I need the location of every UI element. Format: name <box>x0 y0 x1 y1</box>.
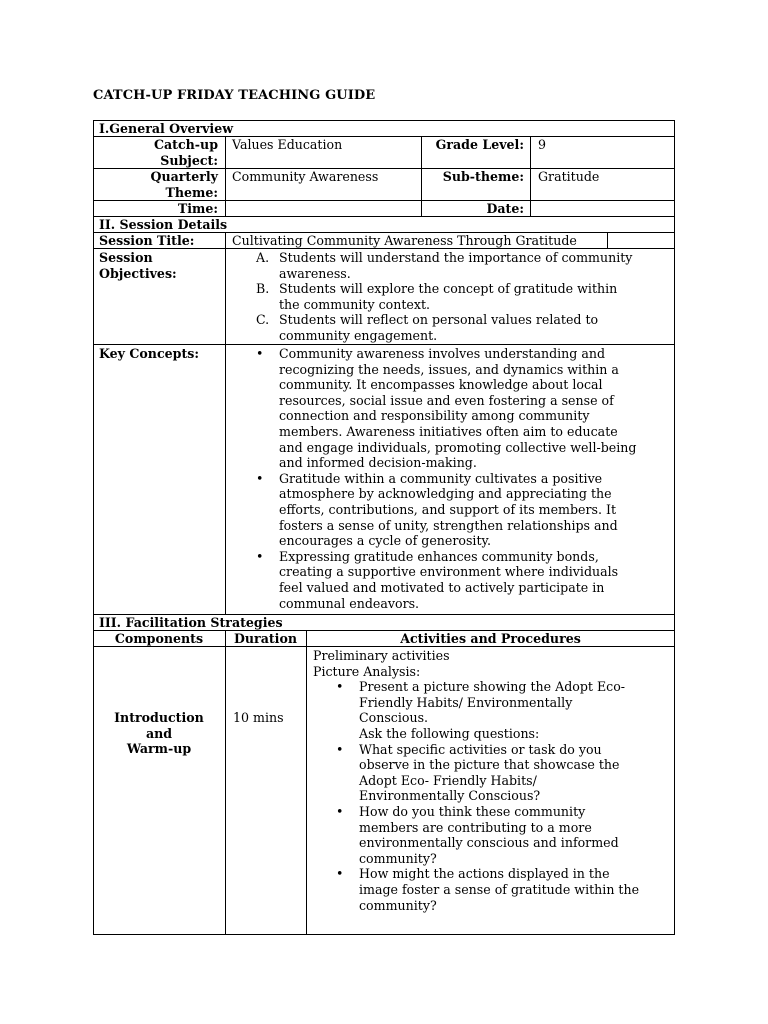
section-heading-facilitation: III. Facilitation Strategies <box>99 615 283 630</box>
activities-list <box>359 679 671 913</box>
subtheme-value: Gratitude <box>538 169 600 184</box>
subtheme-label: Sub-theme: <box>442 169 524 184</box>
session-title-label: Session Title: <box>99 233 195 248</box>
grade-value: 9 <box>538 137 547 152</box>
theme-value: Community Awareness <box>232 169 379 184</box>
theme-label: Quarterly Theme: <box>150 169 218 200</box>
activities-cell <box>313 648 671 913</box>
question-item: • How might the actions displayed in the image foster a sense of gratitude within the community? <box>359 866 671 913</box>
col-header-duration: Duration <box>233 631 298 646</box>
concept-item: • Gratitude within a community cultivates a positive atmosphere by acknowledging and appreciating the efforts, contributions, and support of its members. It fosters a sense of unity, strengthen relationships and encourages a cycle of generosity. <box>279 471 671 549</box>
activity-item: • Present a picture showing the Adopt Eco- Friendly Habits/ Environmentally Conscious. <box>359 679 671 726</box>
activities-intro-line: Preliminary activities <box>313 648 450 663</box>
objective-item: B. Students will explore the concept of gratitude within the community context. <box>256 281 618 312</box>
objective-item: C. Students will reflect on personal values related to community engagement. <box>256 312 599 343</box>
col-header-activities: Activities and Procedures <box>400 631 581 646</box>
section-heading-session: II. Session Details <box>99 217 228 232</box>
ask-questions-line: Ask the following questions: <box>359 725 540 741</box>
question-item: • How do you think these community members are contributing to a more environmentally conscious and informed community? <box>359 804 671 866</box>
concept-item: • Community awareness involves understanding and recognizing the needs, issues, and dynamics within a community. It encompasses knowledge about local resources, social issue and even fostering a sense of connection and responsibility among community members. Awareness initiatives often aim to educate and engage individuals, promoting collective well-being and informed decision-making. <box>279 346 671 471</box>
objectives-list <box>256 250 671 344</box>
subject-label: Catch-up Subject: <box>153 137 218 168</box>
objectives-label: Session Objectives: <box>99 250 177 281</box>
session-title-value: Cultivating Community Awareness Through Gratitude <box>232 233 577 248</box>
time-label: Time: <box>177 201 218 216</box>
objective-item: A. Students will understand the importance of community awareness. <box>256 250 633 281</box>
section-heading-overview: I.General Overview <box>99 121 234 136</box>
duration-value: 10 mins <box>233 710 284 725</box>
col-header-components: Components <box>114 631 204 646</box>
concept-item: • Expressing gratitude enhances community bonds, creating a supportive environment where individuals feel valued and motivated to actively participate in communal endeavors. <box>279 549 671 611</box>
activities-subheading: Picture Analysis: <box>313 663 421 679</box>
key-concepts-label: Key Concepts: <box>99 346 200 361</box>
grade-label: Grade Level: <box>435 137 524 152</box>
component-intro-warmup: Introduction and Warm-up <box>114 710 204 757</box>
date-label: Date: <box>486 201 524 216</box>
subject-value: Values Education <box>232 137 343 152</box>
key-concepts-list <box>279 346 671 611</box>
page-title: CATCH-UP FRIDAY TEACHING GUIDE <box>93 88 376 103</box>
question-item: • What specific activities or task do you observe in the picture that showcase the Adopt Eco- Friendly Habits/ Environmentally Conscious? <box>359 742 671 804</box>
